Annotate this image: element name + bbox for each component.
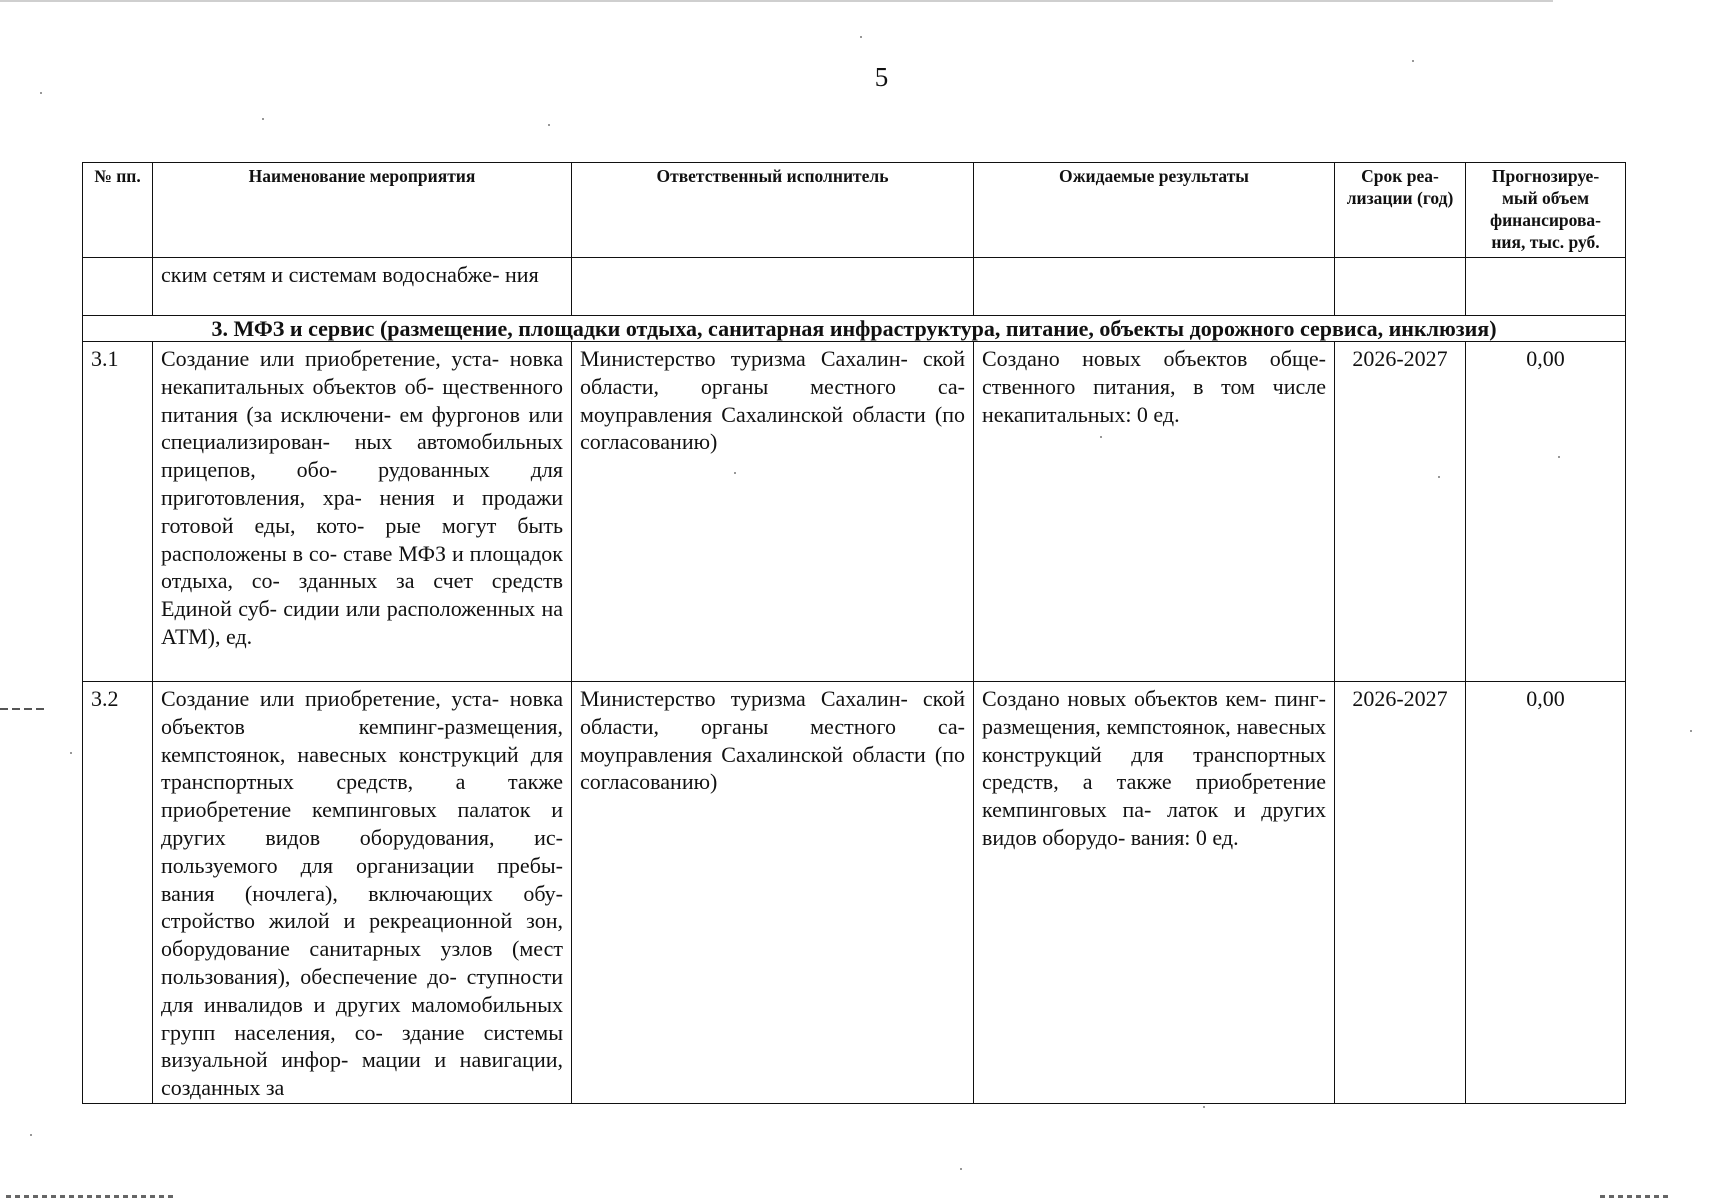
cell-results: Создано новых объектов обще- ственного питания, в том числе некапитальных: 0 ед. — [974, 342, 1335, 682]
cell-name: ским сетям и системам водоснабже- ния — [153, 258, 572, 316]
cell-num — [83, 258, 153, 316]
scan-speck — [1690, 730, 1692, 732]
section-row — [83, 316, 1626, 342]
scan-speck — [860, 36, 862, 38]
cell-funding: 0,00 — [1466, 342, 1626, 682]
scan-speck — [40, 92, 42, 94]
scan-speck — [1203, 1106, 1205, 1108]
cell-results — [974, 258, 1335, 316]
scan-speck — [548, 124, 550, 126]
cell-executor: Министерство туризма Сахалин- ской области, органы местного са- моуправления Сахалинской области (по согласованию) — [572, 342, 974, 682]
header-term: Срок реа- лизации (год) — [1335, 163, 1466, 258]
cell-results: Создано новых объектов кем- пинг-размещения, кемпстоянок, навесных конструкций для транспортных средств, а также приобретение кемпинговых па- латок и других видов оборудо- вания: 0 ед. — [974, 682, 1335, 1104]
scan-speck — [70, 752, 72, 754]
table-row — [83, 682, 1626, 1104]
table-row-continuation — [83, 258, 1626, 316]
header-results: Ожидаемые результаты — [974, 163, 1335, 258]
header-executor: Ответственный исполнитель — [572, 163, 974, 258]
cell-executor: Министерство туризма Сахалин- ской области, органы местного са- моуправления Сахалинской области (по согласованию) — [572, 682, 974, 1104]
page-number: 5 — [874, 62, 889, 92]
measures-table — [82, 162, 1626, 1104]
scan-margin-mark — [0, 708, 46, 710]
scan-top-edge — [0, 0, 1553, 2]
cell-name: Создание или приобретение, уста- новка некапитальных объектов об- щественного питания (за исключени- ем фургонов или специализирован- ных автомобильных прицепов, обо- рудованных для приготовления, хра- нения и продажи готовой еды, кото- рые могут быть расположены в со- ставе МФЗ и площадок отдыха, со- зданных за счет средств Единой суб- сидии или расположенных на АТМ), ед. — [153, 342, 572, 682]
scan-bottom-noise — [6, 1195, 176, 1198]
cell-num: 3.2 — [83, 682, 153, 1104]
scan-speck — [262, 118, 264, 120]
header-name: Наименование мероприятия — [153, 163, 572, 258]
cell-term — [1335, 258, 1466, 316]
cell-term: 2026-2027 — [1335, 682, 1466, 1104]
table-header-row — [83, 163, 1626, 258]
scan-speck — [1438, 476, 1440, 478]
header-funding: Прогнозируе- мый объем финансирова- ния, тыс. руб. — [1466, 163, 1626, 258]
cell-num: 3.1 — [83, 342, 153, 682]
cell-name: Создание или приобретение, уста- новка объектов кемпинг-размещения, кемпстоянок, навесных конструкций для транспортных средств, а также приобретение кемпинговых палаток и других видов оборудования, ис- пользуемого для организации пребы- вания (ночлега), включающих обу- стройство жилой и рекреационной зон, оборудование санитарных узлов (мест пользования), обеспечение до- ступности для инвалидов и других маломобильных групп населения, со- здание системы визуальной инфор- мации и навигации, созданных за — [153, 682, 572, 1104]
scan-speck — [30, 1134, 32, 1136]
cell-funding — [1466, 258, 1626, 316]
scan-speck — [1558, 456, 1560, 458]
scan-speck — [1412, 60, 1414, 62]
cell-executor — [572, 258, 974, 316]
section-title: 3. МФЗ и сервис (размещение, площадки отдыха, санитарная инфраструктура, питание, объекты дорожного сервиса, инклюзия) — [83, 316, 1626, 342]
scan-speck — [1100, 436, 1102, 438]
scan-speck — [734, 472, 736, 474]
cell-term: 2026-2027 — [1335, 342, 1466, 682]
scan-speck — [960, 1168, 962, 1170]
header-num: № пп. — [83, 163, 153, 258]
cell-funding: 0,00 — [1466, 682, 1626, 1104]
scan-bottom-noise — [1600, 1195, 1670, 1198]
table-row — [83, 342, 1626, 682]
